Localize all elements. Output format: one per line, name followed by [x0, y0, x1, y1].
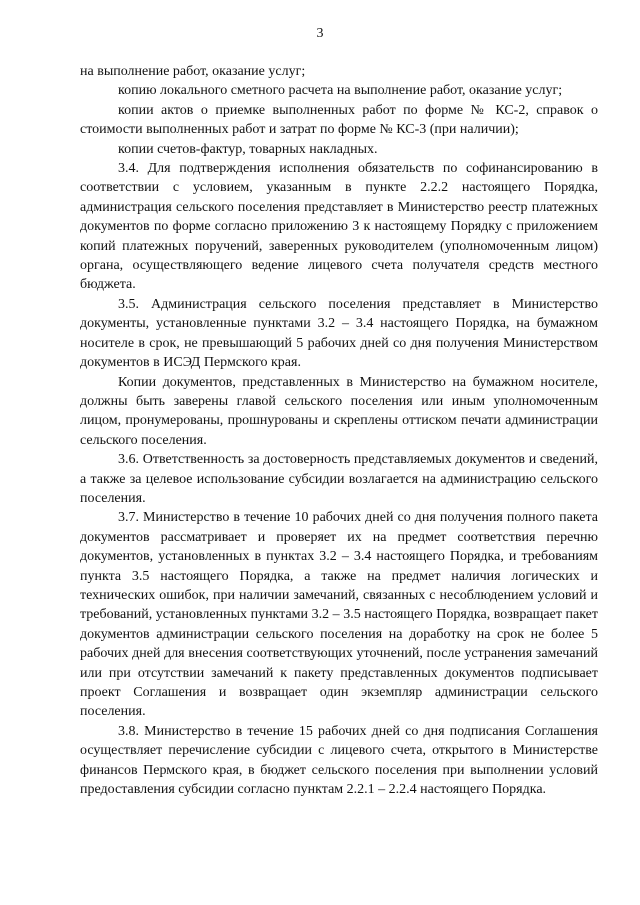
paragraph-3-8: 3.8. Министерство в течение 15 рабочих дней со дня подписания Соглашения осуществляет перечисление субсидии с лицевого счета, открытого в Министерстве финансов Пермского края, в бюджет сельского поселения при выполнении условий предоставления субсидии согласно пунктам 2.2.1 – 2.2.4 настоящего Порядка.: [80, 723, 598, 798]
paragraph-continuation: на выполнение работ, оказание услуг;: [80, 64, 306, 79]
document-body: [80, 62, 598, 799]
paragraph-3-6: 3.6. Ответственность за достоверность представляемых документов и сведений, а также за целевое использование субсидии возлагается на администрацию сельского поселения.: [80, 452, 598, 506]
paragraph-3-7: 3.7. Министерство в течение 10 рабочих дней со дня получения полного пакета документов рассматривает и проверяет их на предмет соответствия перечню документов, установленных в пунктах 3.2 – 3.4 настоящего Порядка, и требованиям пункта 3.5 настоящего Порядка, а также на предмет наличия логических и технических ошибок, при наличии замечаний, связанных с несоблюдением условий и требований, установленных пунктами 3.2 – 3.5 настоящего Порядка, возвращает пакет документов администрации сельского поселения на доработку на срок не более 5 рабочих дней для внесения соответствующих уточнений, после устранения замечаний или при отсутствии замечаний к пакету представленных документов подписывает проект Соглашения и возвращает один экземпляр администрации сельского поселения.: [80, 510, 598, 720]
paragraph-3-5: 3.5. Администрация сельского поселения представляет в Министерство документы, установленные пунктами 3.2 – 3.4 настоящего Порядка, на бумажном носителе в срок, не превышающий 5 рабочих дней со дня получения Министерством документов в ИСЭД Пермского края.: [80, 296, 598, 371]
paragraph-acts-copy: копии актов о приемке выполненных работ по форме № КС-2, справок о стоимости выполненных работ и затрат по форме № КС-3 (при наличии);: [80, 102, 598, 138]
paragraph-estimate-copy: копию локального сметного расчета на выполнение работ, оказание услуг;: [118, 83, 563, 99]
paragraph-3-4: 3.4. Для подтверждения исполнения обязательств по софинансированию в соответствии с условием, указанным в пункте 2.2.2 настоящего Порядка, администрация сельского поселения представляет в Министерство реестр платежных документов по форме согласно приложению 3 к настоящему Порядку с приложением копий платежных поручений, заверенных руководителем (уполномоченным лицом) органа, осуществляющего ведение лицевого счета получателя средств местного бюджета.: [80, 161, 598, 293]
paragraph-copies-certification: Копии документов, представленных в Министерство на бумажном носителе, должны быть заверены главой сельского поселения или иным уполномоченным лицом, пронумерованы, прошнурованы и скреплены оттиском печати администрации сельского поселения.: [80, 374, 598, 448]
paragraph-invoices-copy: копии счетов-фактур, товарных накладных.: [118, 141, 378, 157]
page-number: 3: [316, 26, 324, 41]
